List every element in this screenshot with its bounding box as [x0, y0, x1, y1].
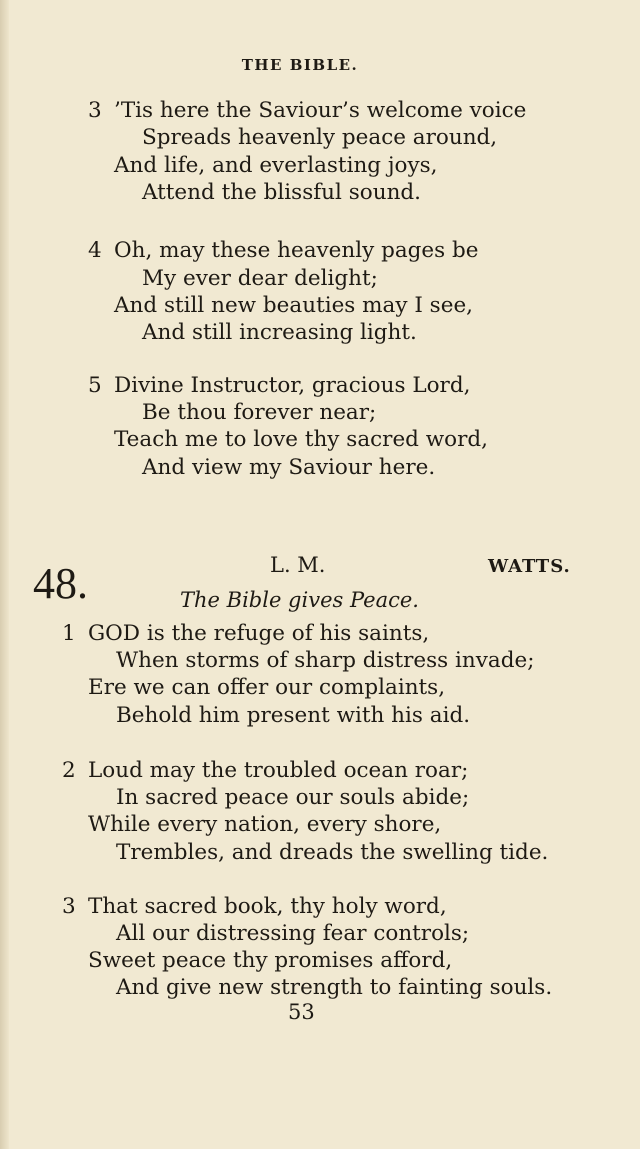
stanza-number: 3	[88, 98, 102, 123]
stanza-line: 3 That sacred book, thy holy word,	[62, 894, 447, 919]
stanza-line: All our distressing fear controls;	[116, 921, 470, 946]
stanza-line: 1 GOD is the refuge of his saints,	[62, 621, 430, 646]
stanza-line: 2 Loud may the troubled ocean roar;	[62, 758, 469, 783]
stanza-number: 5	[88, 373, 102, 398]
stanza-line: And still new beauties may I see,	[114, 293, 474, 318]
stanza-line: Behold him present with his aid.	[116, 703, 471, 728]
hymn-author: WATTS.	[488, 556, 571, 577]
stanza-number: 1	[62, 621, 76, 646]
stanza-line: 3 ’Tis here the Saviour’s welcome voice	[88, 98, 527, 123]
page-number: 53	[288, 1000, 315, 1024]
stanza-line: My ever dear delight;	[142, 266, 378, 291]
stanza-line: When storms of sharp distress invade;	[116, 648, 535, 673]
stanza-line: Trembles, and dreads the swelling tide.	[116, 840, 549, 865]
hymn-meter: L. M.	[270, 553, 326, 577]
stanza-line: While every nation, every shore,	[88, 812, 442, 837]
running-head: THE BIBLE.	[241, 56, 359, 74]
stanza-line: And give new strength to fainting souls.	[116, 975, 553, 1000]
stanza-line: In sacred peace our souls abide;	[116, 785, 470, 810]
stanza-line: And life, and everlasting joys,	[114, 153, 438, 178]
page-gutter-shadow	[0, 0, 9, 1149]
stanza-line: And view my Saviour here.	[142, 455, 436, 480]
stanza-line: 4 Oh, may these heavenly pages be	[88, 238, 479, 263]
stanza-line: Sweet peace thy promises afford,	[88, 948, 453, 973]
stanza-line: Teach me to love thy sacred word,	[114, 427, 489, 452]
hymn-title: The Bible gives Peace.	[180, 588, 419, 612]
stanza-line: Be thou forever near;	[142, 400, 377, 425]
stanza-number: 3	[62, 894, 76, 919]
stanza-line: 5 Divine Instructor, gracious Lord,	[88, 373, 471, 398]
stanza-line: Spreads heavenly peace around,	[142, 125, 498, 150]
stanza-line: And still increasing light.	[142, 320, 417, 345]
stanza-line: Ere we can offer our complaints,	[88, 675, 446, 700]
stanza-line: Attend the blissful sound.	[142, 180, 422, 205]
hymn-number: 48.	[33, 559, 88, 608]
stanza-number: 2	[62, 758, 76, 783]
stanza-number: 4	[88, 238, 102, 263]
